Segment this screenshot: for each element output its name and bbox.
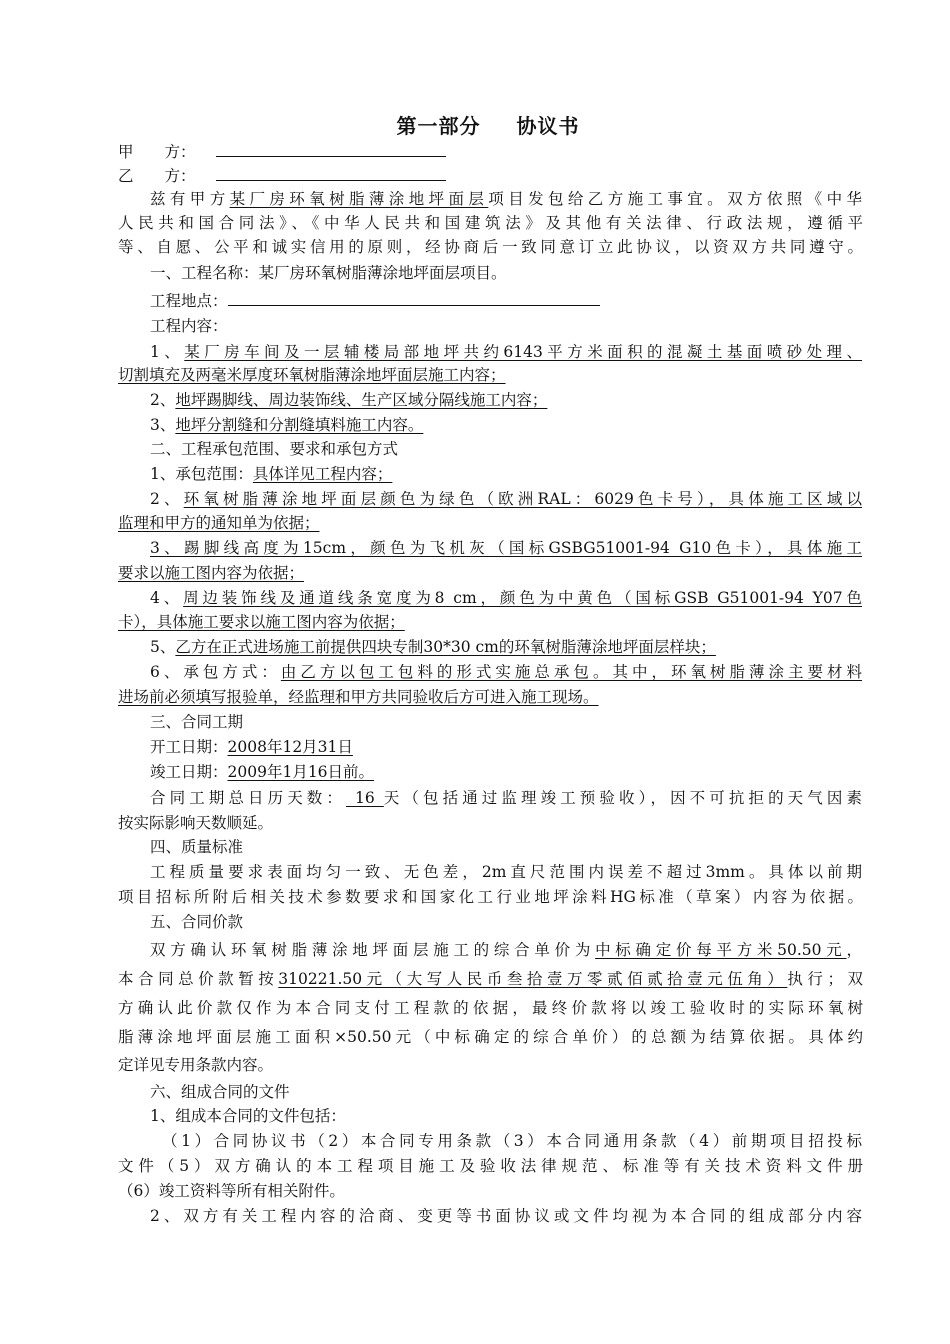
scope-item-3-line-2 <box>118 562 863 584</box>
item-number: 3、 <box>150 416 176 434</box>
start-date-value: 2008年12月31日 <box>227 738 353 756</box>
scope-item-2-line-2 <box>118 512 863 534</box>
scope-item-4-line-1 <box>150 587 862 609</box>
documents-list-line-3: （6）竣工资料等所有相关附件。 <box>118 1182 345 1200</box>
content-label: 工程内容： <box>150 317 228 335</box>
intro-text: 兹有甲方 <box>150 190 230 208</box>
item-text: 地坪分割缝和分割缝填料施工内容。 <box>175 416 424 434</box>
item-text: 由乙方以包工包料的形式实施总承包。其中，环氧树脂薄涂主要材料 <box>280 663 862 681</box>
intro-line-1 <box>150 188 862 210</box>
item-text: 周边装饰线及通道线条宽度为8 cm，颜色为中黄色（国标GSB G51001-94 Y07色 <box>183 589 862 607</box>
quality-line-2: 项目招标所附后相关技术参数要求和国家化工行业地坪涂料HG标准（草案）内容为依据。 <box>118 888 863 906</box>
item-text: 具体详见工程内容； <box>252 465 393 483</box>
section-3-heading: 三、合同工期 <box>150 713 244 731</box>
item-label: 1、承包范围： <box>150 465 253 483</box>
item-text: 切割填充及两毫米厚度环氧树脂薄涂地坪面层施工内容； <box>118 366 506 384</box>
item-text: 卡），具体施工要求以施工图内容为依据； <box>118 613 405 631</box>
item-text: 地坪踢脚线、周边装饰线、生产区域分隔线施工内容； <box>175 391 548 409</box>
party-a-blank <box>216 140 446 157</box>
content-item-2 <box>150 389 862 411</box>
price-text: 双方确认环氧树脂薄涂地坪面层施工的综合单价为 <box>150 941 596 959</box>
item-text: 要求以施工图内容为依据； <box>118 564 305 582</box>
price-line-4: 脂薄涂地坪面层施工面积×50.50元（中标确定的综合单价）的总额为结算依据。具体约 <box>118 1028 863 1046</box>
party-a-label: 甲 方： <box>118 143 196 161</box>
content-item-3 <box>150 414 862 436</box>
scope-item-6-line-2 <box>118 686 863 708</box>
item-text: 环氧树脂薄涂地坪面层颜色为绿色（欧洲RAL：6029色卡号），具体施工区域以 <box>183 490 862 508</box>
document-title <box>0 110 950 139</box>
scope-item-1 <box>150 463 862 485</box>
item-text: 某厂房车间及一层辅楼局部地坪共约6143平方米面积的混凝土基面喷砂处理、 <box>184 343 862 361</box>
item-text: 3、踢脚线高度为15cm，颜色为飞机灰（国标GSBG51001-94 G10色卡），具体施工 <box>150 539 862 557</box>
section-2-heading: 二、工程承包范围、要求和承包方式 <box>150 440 399 458</box>
party-a-line <box>118 140 863 163</box>
start-date-label: 开工日期： <box>150 738 228 756</box>
unit-price-underlined: 中标确定价每平方米50.50元 <box>595 941 847 959</box>
end-date-value: 2009年1月16日前。 <box>227 763 375 781</box>
item-text: 进场前必须填写报验单，经监理和甲方共同验收后方可进入施工现场。 <box>118 688 599 706</box>
item-number: 4、 <box>150 589 184 607</box>
item-number: 2、 <box>150 490 184 508</box>
location-blank <box>228 289 600 306</box>
item-number: 5、 <box>150 638 176 656</box>
start-date-line <box>150 736 862 758</box>
quality-line-1: 工程质量要求表面均匀一致、无色差，2m直尺范围内误差不超过3mm。具体以前期 <box>150 863 862 881</box>
end-date-line <box>150 761 862 783</box>
item-text: 乙方在正式进场施工前提供四块专制30*30 cm的环氧树脂薄涂地坪面层样块； <box>175 638 716 656</box>
documents-list-line-1: （1）合同协议书（2）本合同专用条款（3）本合同通用条款（4）前期项目招投标 <box>162 1132 862 1150</box>
item-number: 1、 <box>150 343 185 361</box>
scope-item-2-line-1 <box>150 488 862 510</box>
price-line-3: 方确认此价款仅作为本合同支付工程款的依据，最终价款将以竣工验收时的实际环氧树 <box>118 999 863 1017</box>
scope-item-6-line-1 <box>150 661 862 683</box>
total-days-line-1 <box>150 787 862 809</box>
project-name-underlined: 某厂房环氧树脂薄涂地坪面层 <box>229 190 489 208</box>
price-line-2 <box>118 968 863 990</box>
section-4-heading: 四、质量标准 <box>150 838 244 856</box>
price-text: 执行；双 <box>787 970 863 988</box>
intro-line-2: 人民共和国合同法》、《中华人民共和国建筑法》及其他有关法律、行政法规，遵循平 <box>118 214 863 232</box>
item-label: 6、承包方式： <box>150 663 281 681</box>
total-days-label: 合同工期总日历天数： <box>150 789 347 807</box>
item-number: 2、 <box>150 391 176 409</box>
content-item-1-line-2 <box>118 364 863 386</box>
total-price-underlined: 310221.50元（大写人民币叁拾壹万零贰佰贰拾壹元伍角） <box>278 970 788 988</box>
intro-line-3: 等、自愿、公平和诚实信用的原则，经协商后一致同意订立此协议，以资双方共同遵守。 <box>118 238 863 256</box>
location-label: 工程地点： <box>150 292 228 310</box>
scope-item-3-line-1 <box>150 537 862 559</box>
section-1-heading: 一、工程名称：某厂房环氧树脂薄涂地坪面层项目。 <box>150 264 507 282</box>
price-line-1 <box>150 939 862 961</box>
title-part: 第一部分 <box>396 114 481 138</box>
location-line <box>150 289 862 312</box>
content-item-1-line-1 <box>150 341 862 363</box>
section-5-heading: 五、合同价款 <box>150 913 244 931</box>
party-b-label: 乙 方： <box>118 167 196 185</box>
scope-item-4-line-2 <box>118 611 863 633</box>
end-date-label: 竣工日期： <box>150 763 228 781</box>
section-6-heading: 六、组成合同的文件 <box>150 1083 290 1101</box>
documents-item-2: 2、双方有关工程内容的洽商、变更等书面协议或文件均视为本合同的组成部分内容 <box>150 1207 862 1225</box>
total-days-value: 16 <box>346 789 384 807</box>
documents-list-line-2: 文件（5）双方确认的本工程项目施工及验收法律规范、标准等有关技术资料文件册 <box>118 1157 863 1175</box>
intro-text: 项目发包给乙方施工事宜。双方依照《中华 <box>488 190 862 208</box>
price-line-5: 定详见专用条款内容。 <box>118 1056 274 1074</box>
total-days-text: 天（包括通过监理竣工预验收），因不可抗拒的天气因素 <box>383 789 862 807</box>
total-days-line-2: 按实际影响天数顺延。 <box>118 814 274 832</box>
price-text: 本合同总价款暂按 <box>118 970 279 988</box>
party-b-blank <box>216 164 446 181</box>
scope-item-5 <box>150 636 862 658</box>
price-text: ， <box>846 941 862 959</box>
party-b-line <box>118 164 863 187</box>
documents-item-1: 1、组成本合同的文件包括： <box>150 1107 346 1125</box>
item-text: 监理和甲方的通知单为依据； <box>118 514 320 532</box>
title-name: 协议书 <box>516 114 580 138</box>
